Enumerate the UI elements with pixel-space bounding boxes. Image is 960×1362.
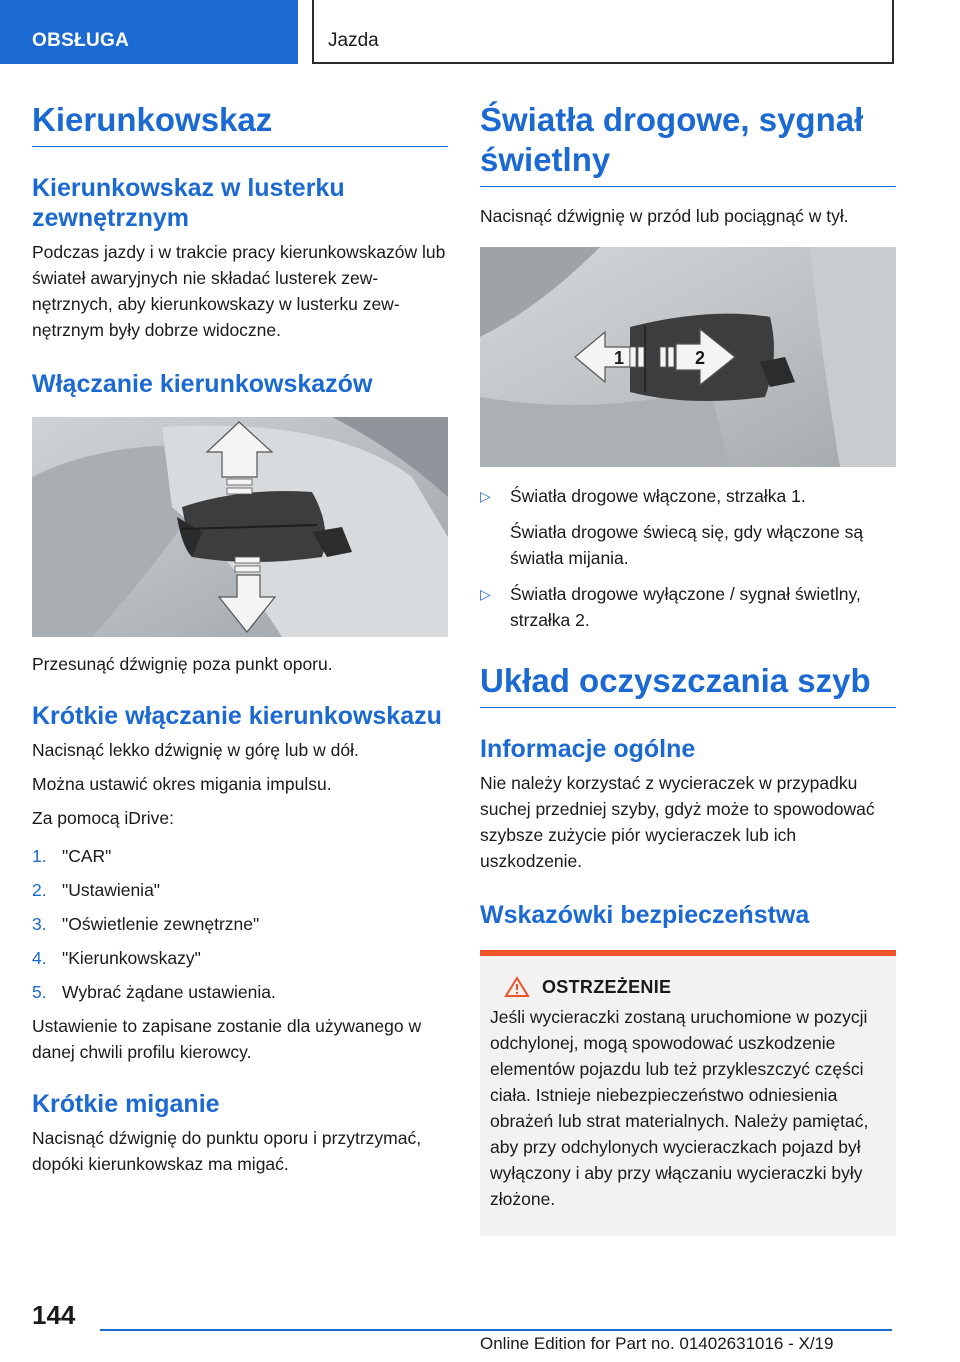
- page-number: 144: [32, 1300, 76, 1330]
- right-column: [480, 100, 896, 1236]
- warning-title: OSTRZEŻENIE: [542, 976, 672, 997]
- heading-general-info: Informacje ogólne: [480, 735, 696, 763]
- list-item: 1. "CAR": [32, 846, 112, 866]
- heading-turn-on-indicators: Włączanie kierunkowskazów: [32, 370, 373, 398]
- general-info-text: Nie należy korzystać z wycieraczek w przypadku suchej przedniej szyby, gdyż może to spowodować szybsze zużycie piór wycieraczek lub ich uszkodzenie.: [480, 773, 875, 871]
- left-column: [32, 100, 448, 1177]
- heading-high-beam: Światła drogowe, sygnał świetlny: [480, 100, 896, 187]
- list-item: 3. "Oświetlenie zewnętrzne": [32, 914, 260, 934]
- chapter-title: Jazda: [328, 30, 379, 51]
- heading-kierunkowskaz: Kierunkowskaz: [32, 100, 448, 147]
- list-item: 2. "Ustawienia": [32, 880, 161, 900]
- high-beam-list: [480, 483, 896, 633]
- section-title: OBSŁUGA: [32, 30, 130, 51]
- list-item: 5. Wybrać żądane ustawienia.: [32, 982, 276, 1002]
- short-indicator-text-2: Można ustawić okres migania impulsu.: [32, 774, 332, 794]
- idrive-steps: [32, 843, 448, 1005]
- warning-box: [480, 950, 896, 1236]
- triangle-bullet-icon: ▷: [480, 586, 491, 602]
- heading-short-flash: Krótkie miganie: [32, 1090, 220, 1118]
- high-beam-intro: Nacisnąć dźwignię w przód lub pociągnąć w tył.: [480, 206, 849, 226]
- triangle-bullet-icon: ▷: [480, 488, 491, 504]
- footer-divider: [100, 1329, 892, 1331]
- warning-text: Jeśli wycieraczki zostaną uruchomione w pozycji odchylonej, mogą spowodować uszkodzenie elementów pojazdu lub też przykleszczyć części ciała. Istnieje niebezpieczeństwo odniesienia obrażeń lub strat materialnych. Należy pamiętać, aby przy odchylonych wycieraczkach pojazd był wyłączony i aby przy włączaniu wycieraczki były złożone.: [490, 1007, 869, 1209]
- indicator-lever-image: [32, 417, 448, 637]
- short-indicator-text-1: Nacisnąć lekko dźwignię w górę lub w dół.: [32, 740, 359, 760]
- short-indicator-text-3: Za pomocą iDrive:: [32, 808, 174, 828]
- list-item: ▷ Światła drogowe włączone, strzałka 1. Światła drogowe świecą się, gdy włączone są światła mijania.: [480, 483, 896, 571]
- chapter-box: [312, 0, 894, 64]
- heading-short-indicator: Krótkie włączanie kierunkowskazu: [32, 702, 442, 730]
- section-tab: [0, 0, 298, 64]
- short-flash-text: Nacisnąć dźwignię do punktu oporu i przytrzymać, dopóki kierunkowskaz ma migać.: [32, 1128, 422, 1174]
- mirror-indicator-text: Podczas jazdy i w trakcie pracy kierunkowskazów lub świateł awaryjnych nie składać lusterek zewnętrznych, aby kierunkowskazy w lusterku zewnętrznym były dobrze widoczne.: [32, 242, 446, 340]
- arrow-label-2: 2: [695, 348, 706, 368]
- list-item: ▷ Światła drogowe wyłączone / sygnał świetlny, strzałka 2.: [480, 581, 896, 633]
- list-item: 4. "Kierunkowskazy": [32, 948, 201, 968]
- profile-note: Ustawienie to zapisane zostanie dla używanego w danej chwili profilu kierowcy.: [32, 1016, 422, 1062]
- edition-note: Online Edition for Part no. 01402631016 - X/19: [480, 1334, 834, 1353]
- arrow-label-1: 1: [614, 348, 625, 368]
- warning-triangle-icon: [504, 976, 530, 998]
- indicator-caption: Przesunąć dźwignię poza punkt oporu.: [32, 654, 333, 674]
- heading-mirror-indicator: Kierunkowskaz w lusterku zewnętrznym: [32, 174, 345, 232]
- high-beam-lever-image: [480, 247, 896, 467]
- heading-safety-notes: Wskazówki bezpieczeństwa: [480, 901, 810, 929]
- heading-wiper-system: Układ oczyszczania szyb: [480, 661, 896, 708]
